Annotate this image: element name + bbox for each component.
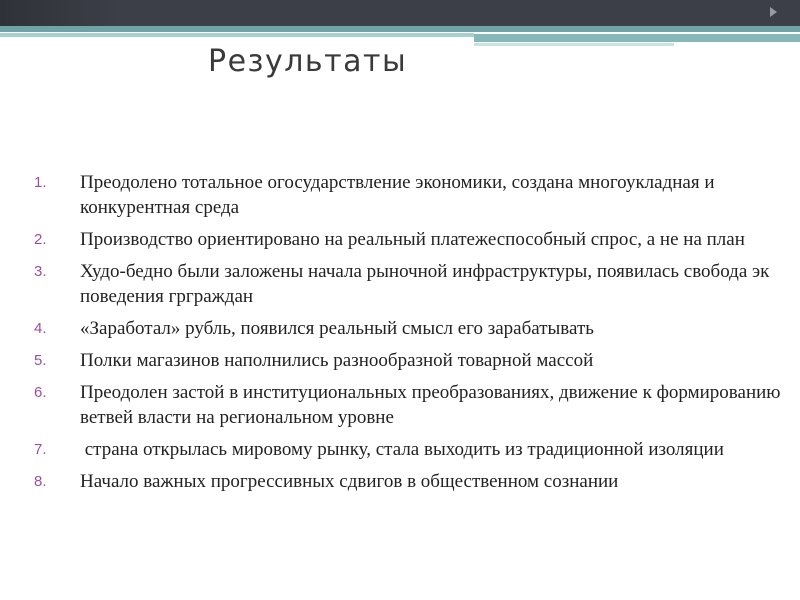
header-band (0, 0, 800, 26)
header-accent-line (0, 26, 800, 32)
list-item (34, 259, 794, 309)
list-item (34, 469, 794, 494)
list-item-number: 8. (34, 473, 47, 490)
list-item-number: 5. (34, 352, 47, 369)
list-item-text: Полки магазинов наполнились разнообразной товарной массой (80, 350, 594, 371)
header-accent-thin-right (474, 34, 800, 42)
list-item (34, 348, 794, 373)
list-item-number: 7. (34, 441, 47, 458)
results-list (34, 170, 794, 501)
list-item (34, 380, 794, 430)
list-item-text: Производство ориентировано на реальный платежеспособный спрос, а не на план (80, 229, 745, 250)
list-item-number: 3. (34, 263, 47, 280)
list-item (34, 227, 794, 252)
triangle-icon (770, 7, 777, 17)
list-item-text: Преодолен застой в институциональных преобразованиях, движение к формированию ветвей власти на региональном уровне (80, 382, 786, 428)
list-item (34, 170, 794, 220)
list-item-number: 6. (34, 384, 47, 401)
header-accent-thin-lower (474, 43, 674, 46)
list-item-number: 2. (34, 231, 47, 248)
list-item (34, 316, 794, 341)
list-item-text: Худо-бедно были заложены начала рыночной инфраструктуры, появилась свобода эк поведения грграждан (80, 261, 775, 307)
list-item (34, 437, 794, 462)
list-item-number: 4. (34, 320, 47, 337)
header-accent-thin-left (0, 33, 474, 37)
list-item-text: Преодолено тотальное огосударствление экономики, создана многоукладная и конкурентная среда (80, 172, 720, 218)
list-item-text: Начало важных прогрессивных сдвигов в общественном сознании (80, 471, 619, 492)
list-item-number: 1. (34, 174, 47, 191)
list-item-text: страна открылась мировому рынку, стала выходить из традиционной изоляции (80, 439, 724, 460)
list-item-text: «Заработал» рубль, появился реальный смысл его зарабатывать (80, 318, 594, 339)
header-gradient (0, 0, 120, 26)
slide-title: Результаты (208, 44, 408, 79)
